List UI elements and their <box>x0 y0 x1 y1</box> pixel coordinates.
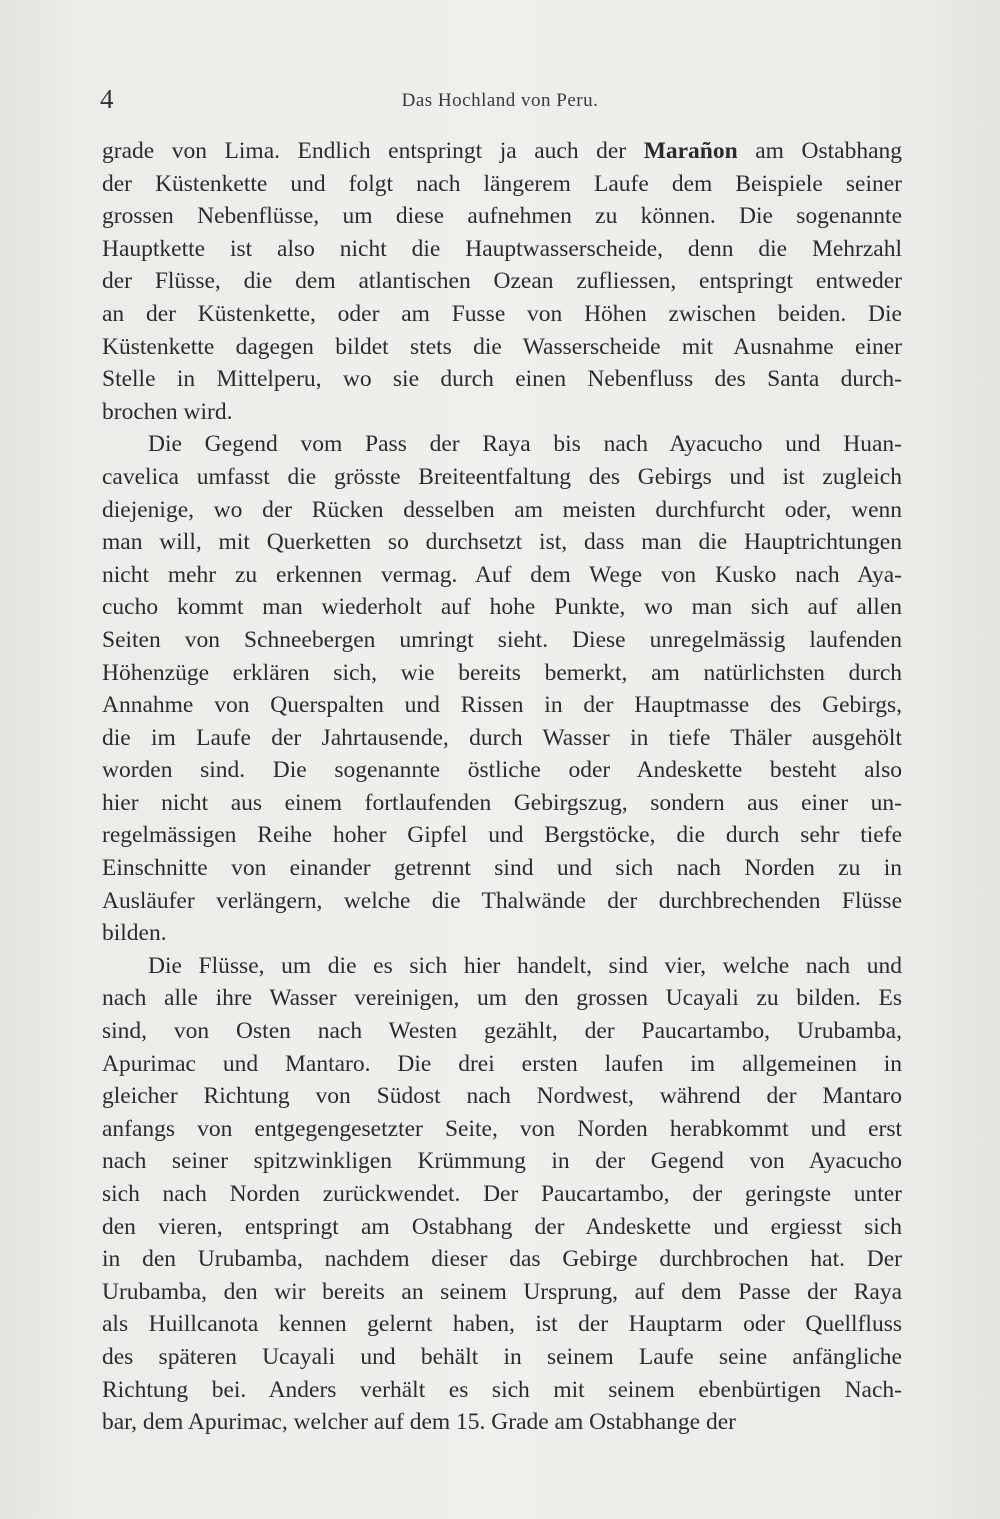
paragraph <box>102 428 902 950</box>
text-line <box>102 1015 902 1048</box>
text-segment: worden sind. Die sogenannte östliche oder Andeskette besteht also <box>102 757 902 784</box>
text-segment: sind, von Osten nach Westen gezählt, der Paucartambo, Urubamba, <box>102 1018 902 1045</box>
text-segment: der Flüsse, die dem atlantischen Ozean zufliessen, entspringt entweder <box>102 268 902 295</box>
text-segment: der Küstenkette und folgt nach längerem Laufe dem Beispiele seiner <box>102 170 902 197</box>
text-line <box>102 363 902 396</box>
text-line <box>102 1243 902 1276</box>
text-line <box>102 1341 902 1374</box>
text-line <box>102 168 902 201</box>
text-segment: diejenige, wo der Rücken desselben am meisten durchfurcht oder, wenn <box>102 496 902 523</box>
paragraph <box>102 135 902 428</box>
text-line <box>102 1308 902 1341</box>
text-line <box>102 819 902 852</box>
text-line <box>102 494 902 527</box>
page-number: 4 <box>100 84 114 114</box>
text-line <box>102 135 902 168</box>
text-segment: Höhenzüge erklären sich, wie bereits bemerkt, am natürlichsten durch <box>102 659 902 686</box>
text-line <box>102 917 902 950</box>
text-segment: brochen wird. <box>102 398 233 425</box>
text-segment: grade von Lima. Endlich entspringt ja auch der <box>102 138 644 164</box>
text-line <box>102 591 902 624</box>
text-line <box>102 1406 902 1439</box>
text-segment: Die Flüsse, um die es sich hier handelt, sind vier, welche nach und <box>148 952 902 979</box>
text-segment: hier nicht aus einem fortlaufenden Gebirgszug, sondern aus einer un- <box>102 789 902 816</box>
text-line <box>102 787 902 820</box>
text-line <box>102 950 902 983</box>
text-line <box>102 624 902 657</box>
text-segment: des späteren Ucayali und behält in seinem Laufe seine anfängliche <box>102 1343 902 1370</box>
text-line <box>102 526 902 559</box>
text-segment: den vieren, entspringt am Ostabhang der Andeskette und ergiesst sich <box>102 1213 902 1240</box>
text-line <box>102 1374 902 1407</box>
text-line <box>102 1113 902 1146</box>
text-segment: sich nach Norden zurückwendet. Der Paucartambo, der geringste unter <box>102 1181 902 1207</box>
text-line <box>102 265 902 298</box>
text-segment: bar, dem Apurimac, welcher auf dem 15. Grade am Ostabhange der <box>102 1409 736 1436</box>
text-segment: in den Urubamba, nachdem dieser das Gebirge durchbrochen hat. Der <box>102 1246 902 1273</box>
text-segment: Seiten von Schneebergen umringt sieht. Diese unregelmässig laufenden <box>102 626 902 653</box>
text-segment: Annahme von Querspalten und Rissen in der Hauptmasse des Gebirgs, <box>102 692 902 719</box>
page-header <box>100 82 900 122</box>
text-line <box>102 1276 902 1309</box>
text-line <box>102 396 902 429</box>
text-segment: Ausläufer verlängern, welche die Thalwände der durchbrechenden Flüsse <box>102 887 902 914</box>
text-line <box>102 233 902 266</box>
text-segment: nicht mehr zu erkennen vermag. Auf dem Wege von Kusko nach Aya- <box>102 561 902 588</box>
text-line <box>102 1178 902 1211</box>
text-segment: anfangs von entgegengesetzter Seite, von Norden herabkommt und erst <box>102 1115 902 1142</box>
text-line <box>102 657 902 690</box>
body-text <box>102 135 902 1439</box>
text-line <box>102 461 902 494</box>
text-segment: regelmässigen Reihe hoher Gipfel und Bergstöcke, die durch sehr tiefe <box>102 822 902 849</box>
text-segment: nach alle ihre Wasser vereinigen, um den grossen Ucayali zu bilden. Es <box>102 985 902 1012</box>
text-segment: Hauptkette ist also nicht die Hauptwasserscheide, denn die Mehrzahl <box>102 235 902 262</box>
text-segment: grossen Nebenflüsse, um diese aufnehmen zu können. Die sogenannte <box>102 203 902 230</box>
text-line <box>102 689 902 722</box>
text-segment: man will, mit Querketten so durchsetzt ist, dass man die Hauptrichtungen <box>102 529 902 556</box>
text-segment: Stelle in Mittelperu, wo sie durch einen Nebenfluss des Santa durch- <box>102 366 902 393</box>
text-line <box>102 428 902 461</box>
text-line <box>102 1080 902 1113</box>
text-line <box>102 298 902 331</box>
paragraph <box>102 950 902 1439</box>
text-line <box>102 754 902 787</box>
text-line <box>102 852 902 885</box>
text-line <box>102 1145 902 1178</box>
text-line <box>102 559 902 592</box>
text-segment: Apurimac und Mantaro. Die drei ersten laufen im allgemeinen in <box>102 1050 902 1077</box>
text-segment: die im Laufe der Jahrtausende, durch Wasser in tiefe Thäler ausgehölt <box>102 724 902 751</box>
text-line <box>102 1048 902 1081</box>
text-segment: am Ostabhang <box>737 138 902 164</box>
text-segment: Einschnitte von einander getrennt sind und sich nach Norden zu in <box>102 855 902 882</box>
text-line <box>102 1211 902 1244</box>
text-segment: gleicher Richtung von Südost nach Nordwest, während der Mantaro <box>102 1083 902 1110</box>
text-line <box>102 982 902 1015</box>
text-segment: cavelica umfasst die grösste Breiteentfaltung des Gebirgs und ist zugleich <box>102 463 902 490</box>
text-segment: Urubamba, den wir bereits an seinem Ursprung, auf dem Passe der Raya <box>102 1278 902 1305</box>
running-head: Das Hochland von Peru. <box>401 90 599 111</box>
emphasized-term: Marañon <box>643 138 738 164</box>
text-line <box>102 722 902 755</box>
text-segment: Die Gegend vom Pass der Raya bis nach Ayacucho und Huan- <box>148 431 902 458</box>
text-segment: nach seiner spitzwinkligen Krümmung in der Gegend von Ayacucho <box>102 1148 902 1175</box>
text-segment: als Huillcanota kennen gelernt haben, ist der Hauptarm oder Quellfluss <box>102 1311 902 1338</box>
text-segment: Küstenkette dagegen bildet stets die Wasserscheide mit Ausnahme einer <box>102 333 902 360</box>
text-line <box>102 331 902 364</box>
text-segment: cucho kommt man wiederholt auf hohe Punkte, wo man sich auf allen <box>102 594 902 621</box>
text-segment: Richtung bei. Anders verhält es sich mit seinem ebenbürtigen Nach- <box>102 1376 902 1403</box>
text-line <box>102 200 902 233</box>
text-line <box>102 885 902 918</box>
text-segment: an der Küstenkette, oder am Fusse von Höhen zwischen beiden. Die <box>102 300 902 327</box>
text-segment: bilden. <box>102 920 167 947</box>
